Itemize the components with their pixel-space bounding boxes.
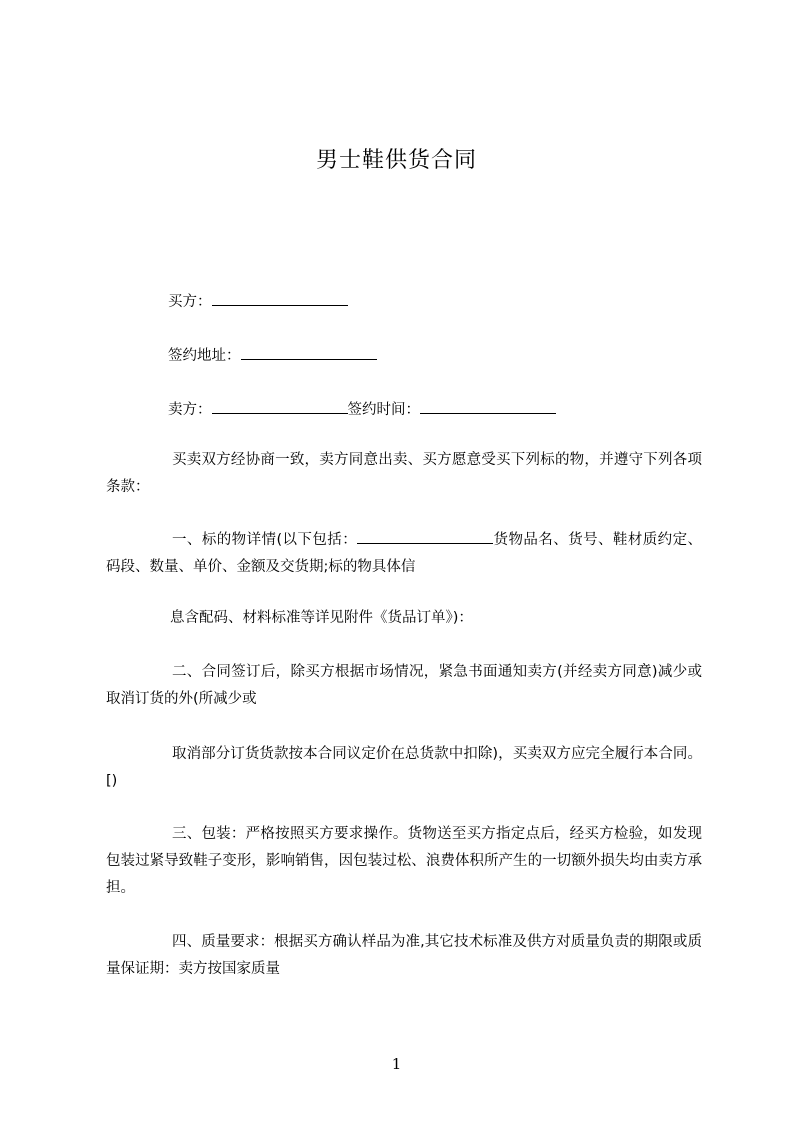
buyer-line — [168, 291, 348, 312]
sign-time-blank — [420, 399, 556, 414]
sign-place-label: 签约地址： — [168, 348, 241, 364]
document-title: 男士鞋供货合同 — [315, 148, 477, 173]
sign-place-line — [168, 345, 377, 366]
clause-3-paragraph: 三、包装：严格按照买方要求操作。货物送至买方指定点后，经买方检验，如发现包装过紧导致鞋子变形，影响销售，因包装过松、浪费体积所产生的一切额外损失均由卖方承担。 — [106, 826, 702, 896]
intro-paragraph: 买卖双方经协商一致，卖方同意出卖、买方愿意受买下列标的物，并遵守下列各项条款： — [106, 452, 702, 495]
sign-place-blank — [241, 345, 377, 360]
buyer-label: 买方： — [168, 294, 212, 310]
clause-1-prefix: 一、标的物详情(以下包括： — [172, 532, 358, 548]
clause-1-blank — [357, 530, 493, 544]
clause-4-paragraph: 四、质量要求：根据买方确认样品为准,其它技术标准及供方对质量负责的期限或质量保证期：卖方按国家质量 — [106, 934, 702, 977]
clause-2-paragraph: 二、合同签订后，除买方根据市场情况，紧急书面通知卖方(并经卖方同意)减少或取消订货的外(所减少或 — [106, 664, 702, 707]
clause-1-suffix: 货物品名、货号、鞋材质约定、码段、数量、单价、金额及交货期;标的物具体信 — [106, 532, 703, 575]
seller-line — [168, 399, 556, 420]
buyer-blank — [212, 291, 348, 306]
clause-2-continuation: 取消部分订货货款按本合同议定价在总货款中扣除)，买卖双方应完全履行本合同。[) — [106, 746, 702, 789]
clause-1-paragraph — [106, 527, 702, 581]
clause-1-continuation: 息含配码、材料标准等详见附件《货品订单》)： — [170, 610, 473, 626]
page-number: 1 — [391, 1055, 402, 1073]
sign-time-label: 签约时间： — [347, 402, 420, 418]
seller-blank — [212, 399, 348, 414]
seller-label: 卖方： — [168, 402, 212, 418]
